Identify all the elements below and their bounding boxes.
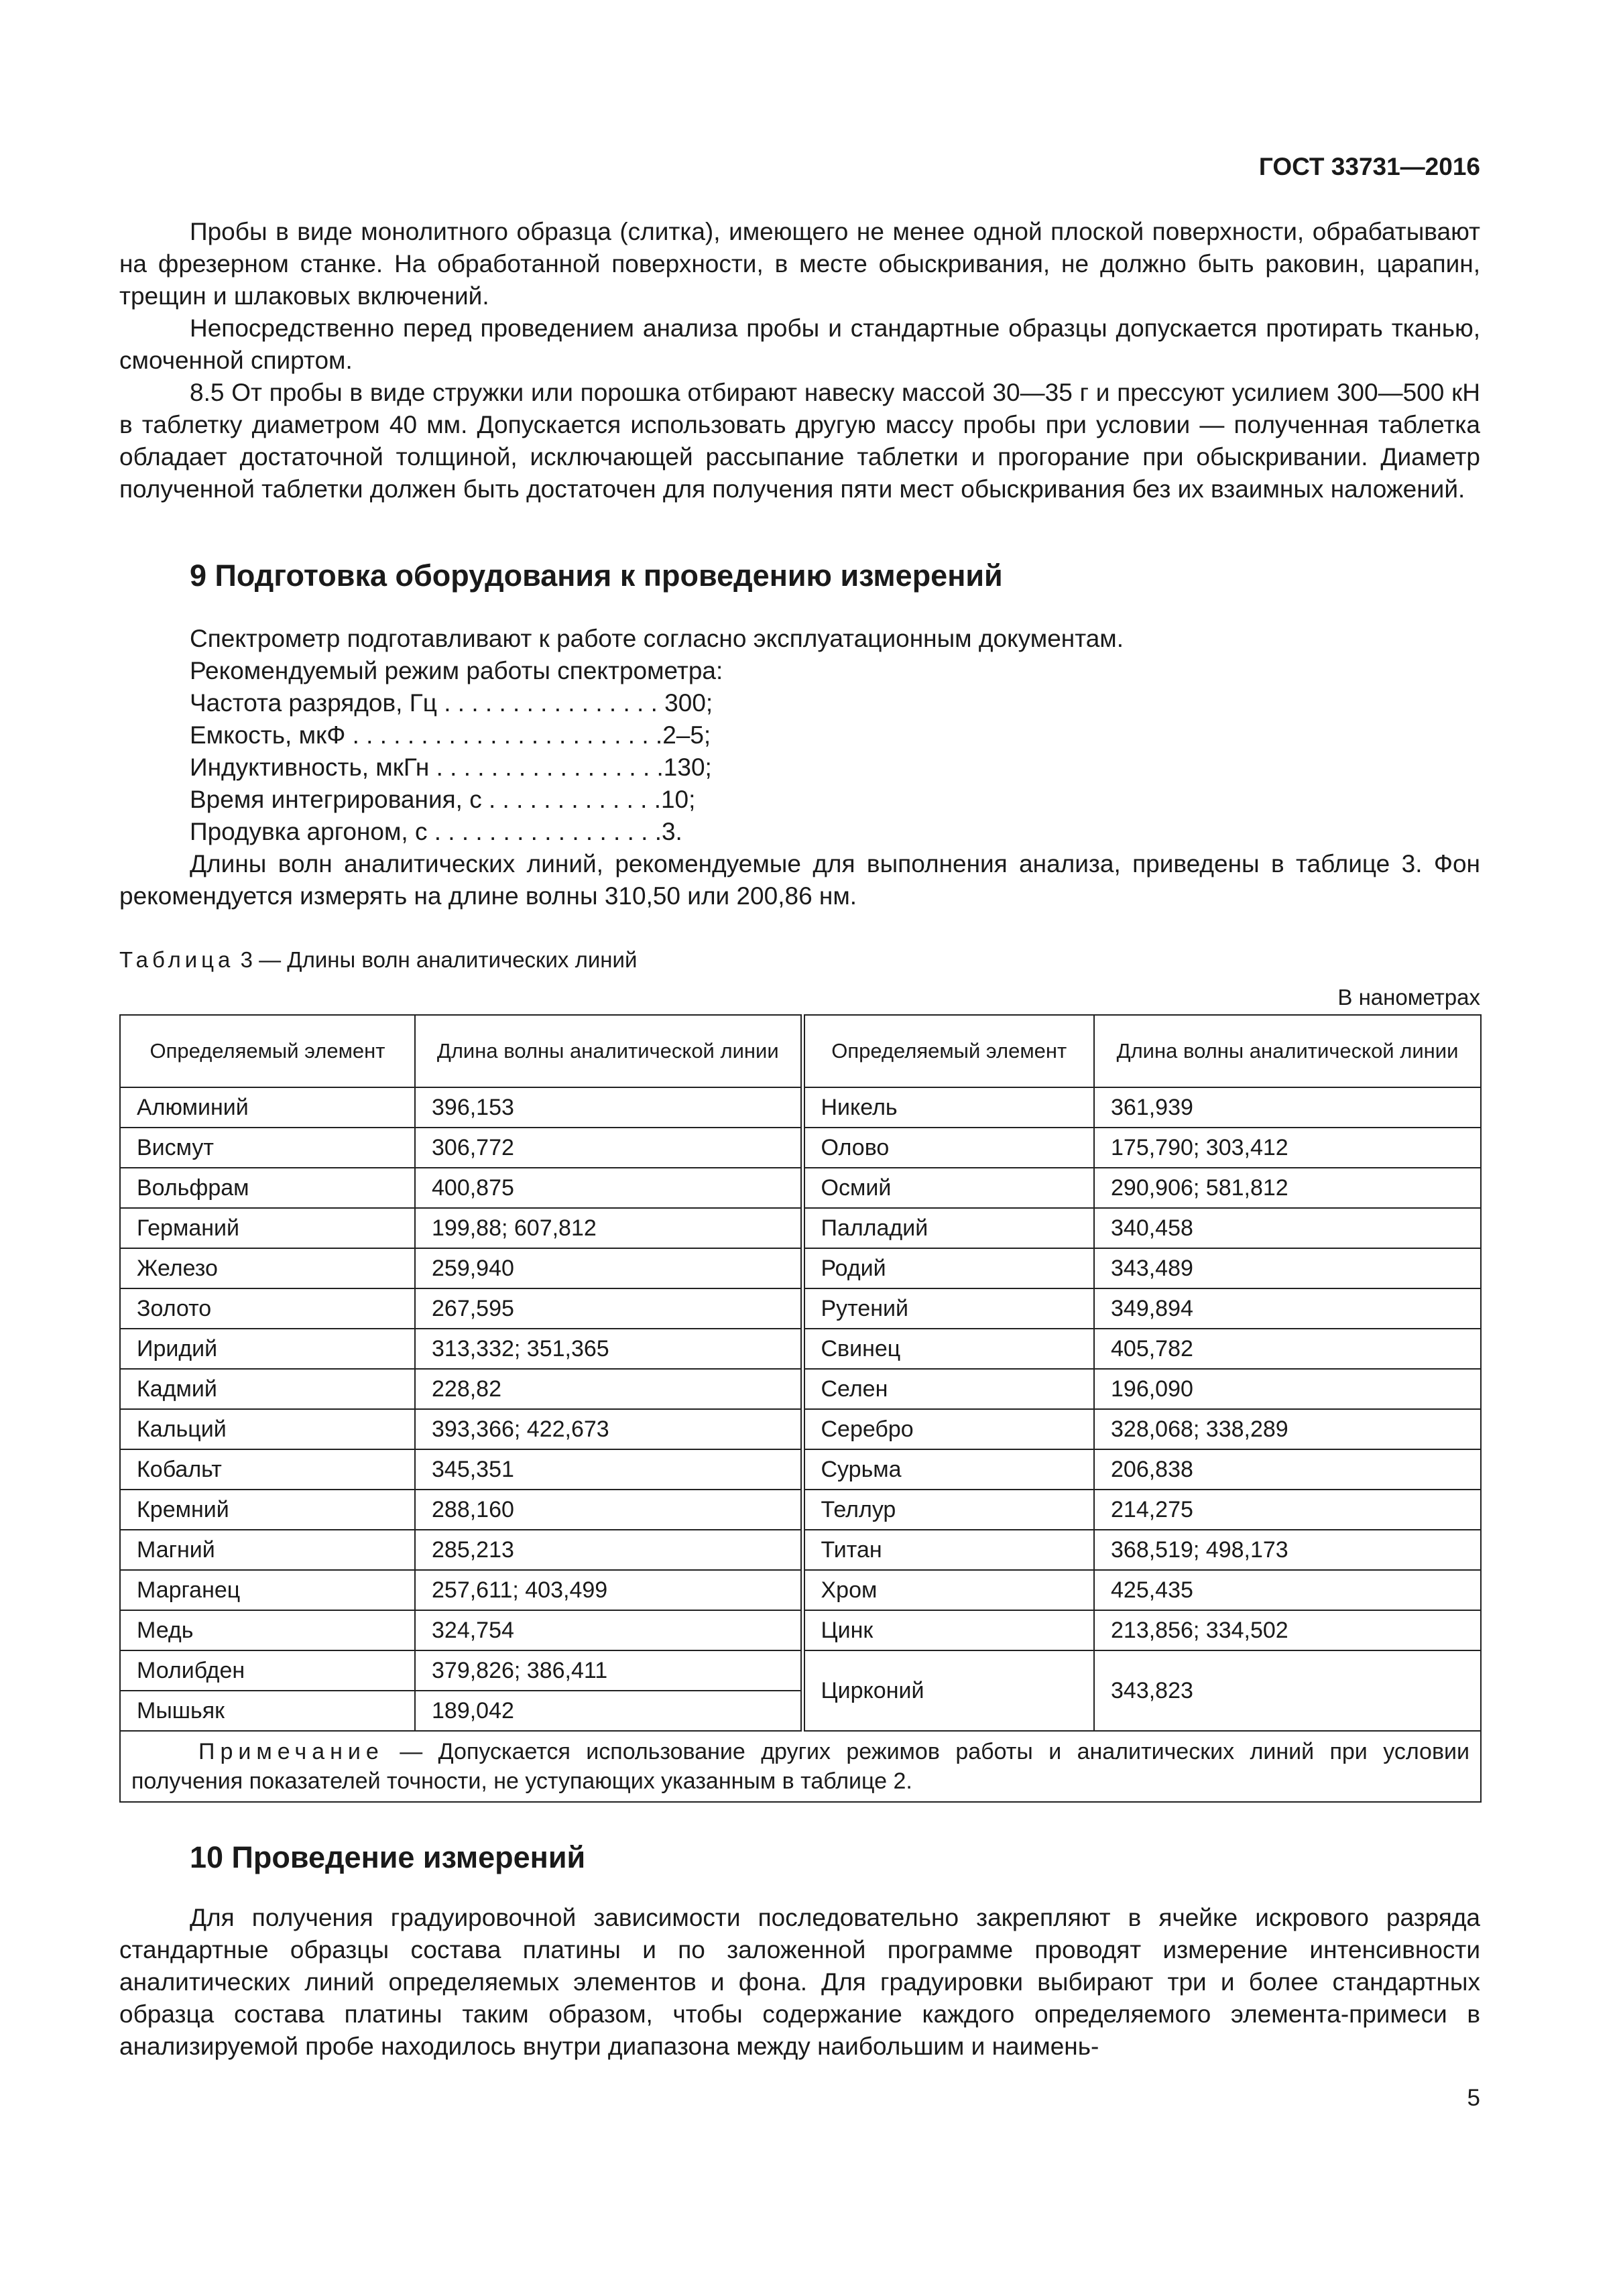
element-cell: Хром xyxy=(802,1570,1094,1610)
table-row xyxy=(120,1570,1481,1610)
wavelength-cell: 328,068; 338,289 xyxy=(1094,1409,1481,1449)
wavelength-cell: 425,435 xyxy=(1094,1570,1481,1610)
section-9 xyxy=(119,558,1480,912)
col-header: Определяемый элемент xyxy=(120,1015,415,1087)
note-text: — Допускается использование других режимов работы и аналитических линий при условии получения показателей точности, не уступающих указанным в таблице 2. xyxy=(131,1739,1470,1794)
col-header: Определяемый элемент xyxy=(802,1015,1094,1087)
element-cell: Германий xyxy=(120,1208,415,1248)
table-caption-word: Таблица xyxy=(119,947,235,972)
document-header: ГОСТ 33731—2016 xyxy=(1258,153,1480,180)
section-9-closing: Длины волн аналитических линий, рекомендуемые для выполнения анализа, приведены в таблице 3. Фон рекомендуется измерять на длине волны 310,50 или 200,86 нм. xyxy=(119,850,1480,910)
table-caption xyxy=(119,947,1480,973)
intro-paragraph-2: Непосредственно перед проведением анализа пробы и стандартные образцы допускается протирать тканью, смоченной спиртом. xyxy=(119,314,1480,374)
element-cell: Кобальт xyxy=(120,1449,415,1490)
wavelength-cell: 379,826; 386,411 xyxy=(415,1650,802,1691)
element-cell: Молибден xyxy=(120,1650,415,1691)
wavelength-cell: 206,838 xyxy=(1094,1449,1481,1490)
element-cell: Алюминий xyxy=(120,1087,415,1128)
element-cell: Палладий xyxy=(802,1208,1094,1248)
wavelength-cell: 213,856; 334,502 xyxy=(1094,1610,1481,1650)
setting-line: Емкость, мкФ . . . . . . . . . . . . . . . . . . . . . . .2–5; xyxy=(190,721,711,749)
element-cell: Медь xyxy=(120,1610,415,1650)
element-cell: Цинк xyxy=(802,1610,1094,1650)
wavelength-cell: 175,790; 303,412 xyxy=(1094,1128,1481,1168)
wavelength-cell: 267,595 xyxy=(415,1288,802,1329)
element-cell: Титан xyxy=(802,1530,1094,1570)
page-number: 5 xyxy=(1467,2085,1480,2111)
wavelength-cell: 400,875 xyxy=(415,1168,802,1208)
table-row xyxy=(120,1369,1481,1409)
wavelength-cell: 405,782 xyxy=(1094,1329,1481,1369)
element-cell: Иридий xyxy=(120,1329,415,1369)
wavelength-cell: 259,940 xyxy=(415,1248,802,1288)
wavelength-cell: 345,351 xyxy=(415,1449,802,1490)
section-10 xyxy=(119,1840,1480,2063)
table-note xyxy=(120,1731,1481,1802)
setting-line: Частота разрядов, Гц . . . . . . . . . . . . . . . . 300; xyxy=(190,689,713,717)
table-row xyxy=(120,1530,1481,1570)
section-9-line-2: Рекомендуемый режим работы спектрометра: xyxy=(190,657,723,684)
element-cell: Железо xyxy=(120,1248,415,1288)
section-9-line-1: Спектрометр подготавливают к работе согласно эксплуатационным документам. xyxy=(190,625,1124,652)
wavelength-cell: 340,458 xyxy=(1094,1208,1481,1248)
wavelength-cell: 313,332; 351,365 xyxy=(415,1329,802,1369)
table-row xyxy=(120,1490,1481,1530)
wavelength-cell: 290,906; 581,812 xyxy=(1094,1168,1481,1208)
table-3-block xyxy=(119,947,1480,1803)
wavelength-cell: 306,772 xyxy=(415,1128,802,1168)
element-cell: Свинец xyxy=(802,1329,1094,1369)
element-cell: Рутений xyxy=(802,1288,1094,1329)
element-cell: Осмий xyxy=(802,1168,1094,1208)
element-cell: Олово xyxy=(802,1128,1094,1168)
element-cell: Золото xyxy=(120,1288,415,1329)
section-10-paragraph: Для получения градуировочной зависимости последовательно закрепляют в ячейке искрового разряда стандартные образцы состава платины и по заложенной программе проводят измерение интенсивности аналитических линий определяемых элементов и фона. Для градуировки выбирают три и более стандартных образца состава платины таким образом, чтобы содержание каждого определяемого элемента-примеси в анализируемой пробе находилось внутри диапазона между наибольшим и наимень- xyxy=(119,1904,1480,2060)
table-row xyxy=(120,1288,1481,1329)
table-header-row xyxy=(120,1015,1481,1087)
element-cell: Марганец xyxy=(120,1570,415,1610)
element-cell: Сурьма xyxy=(802,1449,1094,1490)
intro-block xyxy=(119,216,1480,505)
table-row xyxy=(120,1248,1481,1288)
wavelength-table xyxy=(119,1014,1482,1803)
element-cell: Родий xyxy=(802,1248,1094,1288)
element-cell: Селен xyxy=(802,1369,1094,1409)
table-row xyxy=(120,1329,1481,1369)
intro-paragraph-3: 8.5 От пробы в виде стружки или порошка отбирают навеску массой 30—35 г и прессуют усилием 300—500 кН в таблетку диаметром 40 мм. Допускается использовать другую массу пробы при условии — полученная таблетка обладает достаточной толщиной, исключающей рассыпание таблетки и прогорание при обыскривании. Диаметр полученной таблетки должен быть достаточен для получения пяти мест обыскривания без их взаимных наложений. xyxy=(119,379,1480,503)
element-cell: Мышьяк xyxy=(120,1691,415,1731)
wavelength-cell: 199,88; 607,812 xyxy=(415,1208,802,1248)
table-body xyxy=(120,1087,1481,1802)
table-note-row xyxy=(120,1731,1481,1802)
element-cell: Цирконий xyxy=(802,1650,1094,1731)
element-cell: Кадмий xyxy=(120,1369,415,1409)
element-cell: Никель xyxy=(802,1087,1094,1128)
wavelength-cell: 257,611; 403,499 xyxy=(415,1570,802,1610)
wavelength-cell: 196,090 xyxy=(1094,1369,1481,1409)
setting-line: Индуктивность, мкГн . . . . . . . . . . . . . . . . .130; xyxy=(190,753,712,781)
table-row xyxy=(120,1087,1481,1128)
intro-paragraph-1: Пробы в виде монолитного образца (слитка), имеющего не менее одной плоской поверхности, обрабатывают на фрезерном станке. На обработанной поверхности, в месте обыскривания, не должно быть раковин, царапин, трещин и шлаковых включений. xyxy=(119,218,1480,310)
element-cell: Висмут xyxy=(120,1128,415,1168)
wavelength-cell: 349,894 xyxy=(1094,1288,1481,1329)
table-row xyxy=(120,1208,1481,1248)
table-row xyxy=(120,1610,1481,1650)
wavelength-cell: 214,275 xyxy=(1094,1490,1481,1530)
wavelength-cell: 228,82 xyxy=(415,1369,802,1409)
table-caption-text: 3 — Длины волн аналитических линий xyxy=(240,947,638,972)
note-word: Примечание xyxy=(198,1739,384,1764)
wavelength-cell: 288,160 xyxy=(415,1490,802,1530)
table-row xyxy=(120,1449,1481,1490)
col-header: Длина волны аналитической линии xyxy=(1094,1015,1481,1087)
element-cell: Вольфрам xyxy=(120,1168,415,1208)
table-units: В нанометрах xyxy=(1337,985,1480,1010)
element-cell: Теллур xyxy=(802,1490,1094,1530)
table-row-last-a xyxy=(120,1650,1481,1691)
setting-line: Продувка аргоном, с . . . . . . . . . . . . . . . . .3. xyxy=(190,818,682,845)
table-row xyxy=(120,1128,1481,1168)
element-cell: Серебро xyxy=(802,1409,1094,1449)
wavelength-cell: 189,042 xyxy=(415,1691,802,1731)
section-9-title: 9 Подготовка оборудования к проведению измерений xyxy=(190,558,1003,593)
element-cell: Кремний xyxy=(120,1490,415,1530)
setting-line: Время интегрирования, с . . . . . . . . . . . . .10; xyxy=(190,786,696,813)
wavelength-cell: 396,153 xyxy=(415,1087,802,1128)
col-header: Длина волны аналитической линии xyxy=(415,1015,802,1087)
section-10-title: 10 Проведение измерений xyxy=(190,1840,586,1874)
table-row xyxy=(120,1409,1481,1449)
wavelength-cell: 368,519; 498,173 xyxy=(1094,1530,1481,1570)
wavelength-cell: 343,489 xyxy=(1094,1248,1481,1288)
wavelength-cell: 343,823 xyxy=(1094,1650,1481,1731)
wavelength-cell: 285,213 xyxy=(415,1530,802,1570)
element-cell: Магний xyxy=(120,1530,415,1570)
wavelength-cell: 393,366; 422,673 xyxy=(415,1409,802,1449)
wavelength-cell: 361,939 xyxy=(1094,1087,1481,1128)
table-row xyxy=(120,1168,1481,1208)
element-cell: Кальций xyxy=(120,1409,415,1449)
wavelength-cell: 324,754 xyxy=(415,1610,802,1650)
